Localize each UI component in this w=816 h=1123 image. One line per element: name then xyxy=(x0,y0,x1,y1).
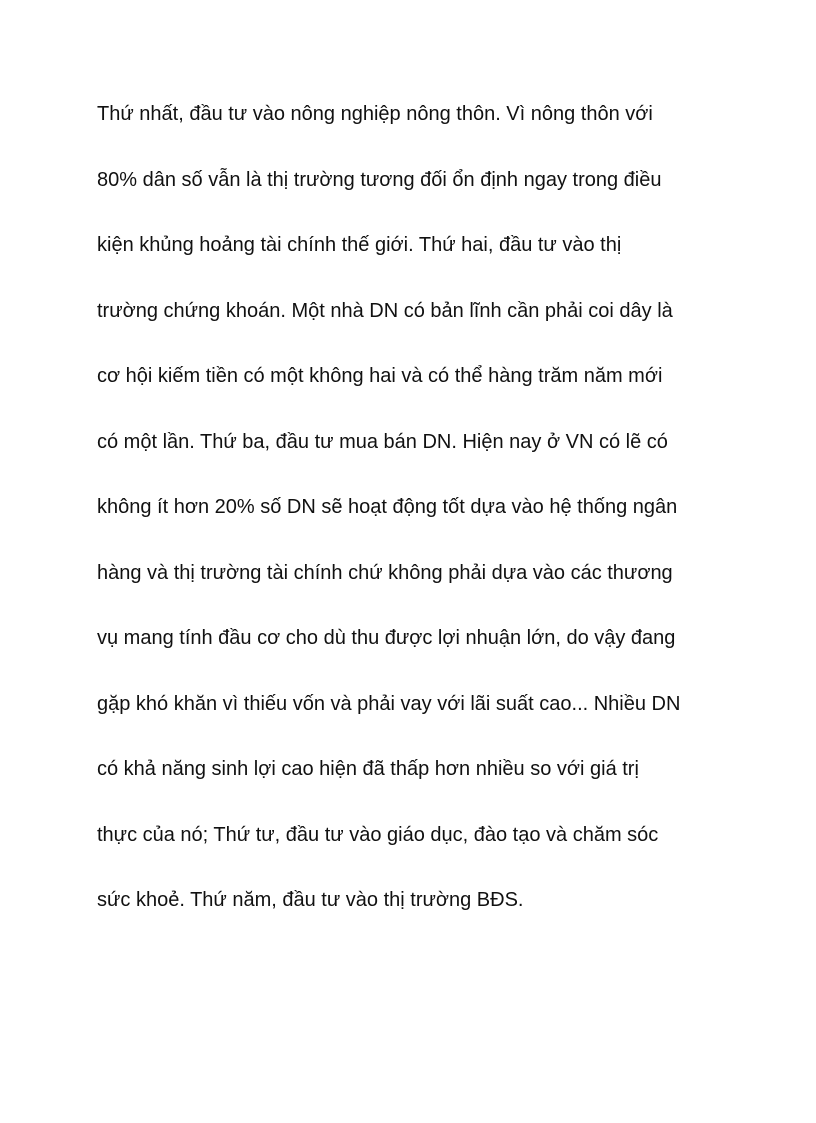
text-line: không ít hơn 20% số DN sẽ hoạt động tốt dựa vào hệ thống ngân xyxy=(97,496,678,518)
text-line: Thứ nhất, đầu tư vào nông nghiệp nông thôn. Vì nông thôn với xyxy=(97,103,653,125)
text-line: sức khoẻ. Thứ năm, đầu tư vào thị trường BĐS. xyxy=(97,889,524,911)
text-line: gặp khó khăn vì thiếu vốn và phải vay với lãi suất cao... Nhiều DN xyxy=(97,692,681,715)
text-line: thực của nó; Thứ tư, đầu tư vào giáo dục, đào tạo và chăm sóc xyxy=(97,823,659,846)
text-line: có một lần. Thứ ba, đầu tư mua bán DN. Hiện nay ở VN có lẽ có xyxy=(97,430,668,453)
text-line: hàng và thị trường tài chính chứ không phải dựa vào các thương xyxy=(97,561,673,584)
body-paragraph xyxy=(97,97,747,949)
text-line: kiện khủng hoảng tài chính thế giới. Thứ hai, đầu tư vào thị xyxy=(97,234,622,256)
text-line: có khả năng sinh lợi cao hiện đã thấp hơn nhiều so với giá trị xyxy=(97,758,639,780)
text-line: vụ mang tính đầu cơ cho dù thu được lợi nhuận lớn, do vậy đang xyxy=(97,627,676,649)
text-line: 80% dân số vẫn là thị trường tương đối ổn định ngay trong điều xyxy=(97,168,662,191)
text-line: trường chứng khoán. Một nhà DN có bản lĩnh cần phải coi dây là xyxy=(97,299,673,322)
text-line: cơ hội kiếm tiền có một không hai và có thể hàng trăm năm mới xyxy=(97,365,663,387)
